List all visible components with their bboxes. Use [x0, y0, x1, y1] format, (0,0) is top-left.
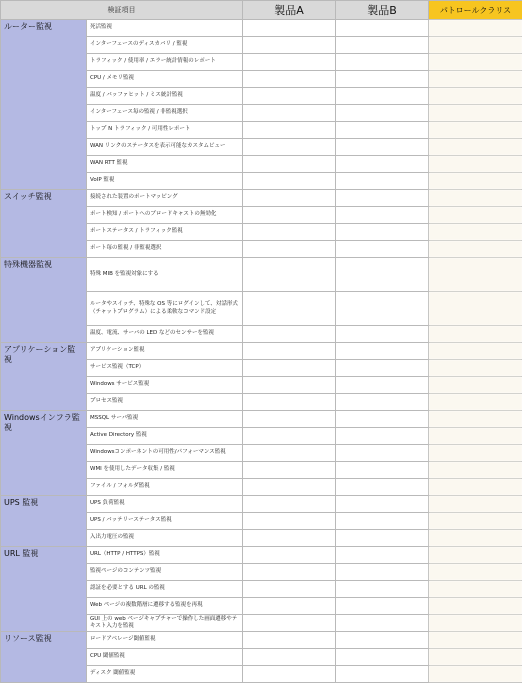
value-cell	[336, 479, 429, 496]
value-cell	[243, 581, 336, 598]
value-cell	[243, 54, 336, 71]
table-row	[1, 547, 522, 564]
value-cell	[429, 445, 522, 462]
value-cell	[243, 564, 336, 581]
item-label: UPS / バッテリーステータス監視	[87, 513, 243, 530]
table-row	[1, 411, 522, 428]
value-cell	[429, 190, 522, 207]
value-cell	[336, 20, 429, 37]
value-cell	[243, 479, 336, 496]
value-cell	[429, 326, 522, 343]
value-cell	[429, 530, 522, 547]
patrol-clarice-header: パトロールクラリス	[429, 1, 522, 20]
value-cell	[243, 258, 336, 292]
value-cell	[243, 156, 336, 173]
value-cell	[429, 292, 522, 326]
value-cell	[336, 632, 429, 649]
value-cell	[243, 649, 336, 666]
item-label: UPS 負荷監視	[87, 496, 243, 513]
value-cell	[336, 156, 429, 173]
category-label: URL 監視	[1, 547, 87, 632]
value-cell	[243, 411, 336, 428]
table-row	[1, 190, 522, 207]
value-cell	[243, 445, 336, 462]
value-cell	[243, 139, 336, 156]
value-cell	[429, 122, 522, 139]
value-cell	[336, 411, 429, 428]
item-label: ポート毎の監視 / 非監視選択	[87, 241, 243, 258]
value-cell	[243, 71, 336, 88]
value-cell	[336, 258, 429, 292]
value-cell	[336, 122, 429, 139]
value-cell	[429, 547, 522, 564]
value-cell	[336, 496, 429, 513]
item-label: サービス監視（TCP）	[87, 360, 243, 377]
item-label: ポートステータス / トラフィック監視	[87, 224, 243, 241]
item-label: GUI 上の web ページキャプチャーで操作した画面遷移やテキスト入力を監視	[87, 615, 243, 632]
value-cell	[336, 615, 429, 632]
value-cell	[243, 20, 336, 37]
value-cell	[243, 88, 336, 105]
value-cell	[243, 122, 336, 139]
value-cell	[243, 224, 336, 241]
value-cell	[243, 326, 336, 343]
value-cell	[429, 564, 522, 581]
value-cell	[429, 411, 522, 428]
value-cell	[243, 632, 336, 649]
value-cell	[336, 241, 429, 258]
item-label: アプリケーション監視	[87, 343, 243, 360]
value-cell	[429, 173, 522, 190]
category-label: Windowsインフラ監視	[1, 411, 87, 496]
value-cell	[243, 37, 336, 54]
item-label: Web ページの複数階層に遷移する監視を再現	[87, 598, 243, 615]
value-cell	[429, 598, 522, 615]
value-cell	[429, 632, 522, 649]
value-cell	[429, 496, 522, 513]
header-row	[1, 1, 522, 20]
item-label: CPU 閾値監視	[87, 649, 243, 666]
value-cell	[336, 88, 429, 105]
value-cell	[243, 428, 336, 445]
product-b-header: 製品B	[336, 1, 429, 20]
table-row	[1, 343, 522, 360]
item-label: ファイル / フォルダ監視	[87, 479, 243, 496]
value-cell	[429, 224, 522, 241]
table-row	[1, 496, 522, 513]
value-cell	[429, 37, 522, 54]
item-label: Active Directory 監視	[87, 428, 243, 445]
item-label: 認証を必要とする URL の監視	[87, 581, 243, 598]
value-cell	[429, 71, 522, 88]
item-label: WAN リンクのステータスを表示可能なカスタムビュー	[87, 139, 243, 156]
item-label: ポート検知 / ポートへのブロードキャストの無効化	[87, 207, 243, 224]
value-cell	[429, 207, 522, 224]
value-cell	[336, 445, 429, 462]
item-label: Windowsコンポーネントの可用性/パフォーマンス監視	[87, 445, 243, 462]
value-cell	[429, 462, 522, 479]
value-cell	[243, 496, 336, 513]
value-cell	[429, 343, 522, 360]
item-label: WAN RTT 監視	[87, 156, 243, 173]
value-cell	[243, 513, 336, 530]
item-label: ルータやスイッチ、特殊な OS 等にログインして、対話形式（チャットプログラム）による柔軟なコマンド設定	[87, 292, 243, 326]
value-cell	[429, 615, 522, 632]
value-cell	[243, 292, 336, 326]
category-label: 特殊機器監視	[1, 258, 87, 343]
item-label: ロードアベレージ閾値監視	[87, 632, 243, 649]
table-row	[1, 258, 522, 292]
item-label: 監視ページのコンテンツ監視	[87, 564, 243, 581]
value-cell	[336, 139, 429, 156]
value-cell	[336, 649, 429, 666]
value-cell	[243, 598, 336, 615]
value-cell	[243, 173, 336, 190]
value-cell	[336, 377, 429, 394]
item-label: ディスク 閾値監視	[87, 666, 243, 683]
value-cell	[243, 343, 336, 360]
value-cell	[336, 428, 429, 445]
value-cell	[336, 360, 429, 377]
item-label: VoIP 監視	[87, 173, 243, 190]
item-label: URL（HTTP / HTTPS）監視	[87, 547, 243, 564]
product-a-header: 製品A	[243, 1, 336, 20]
item-label: 温度 / バッファヒット / ミス統計監視	[87, 88, 243, 105]
item-label: 接続された装置のポートマッピング	[87, 190, 243, 207]
value-cell	[336, 581, 429, 598]
category-label: リソース監視	[1, 632, 87, 683]
value-cell	[243, 615, 336, 632]
item-label: 特殊 MIB を監視対象にする	[87, 258, 243, 292]
category-label: ルーター監視	[1, 20, 87, 190]
value-cell	[243, 462, 336, 479]
value-cell	[336, 513, 429, 530]
category-label: アプリケーション監視	[1, 343, 87, 411]
value-cell	[336, 71, 429, 88]
value-cell	[336, 343, 429, 360]
item-label: トラフィック / 使用率 / エラー統計情報のレポート	[87, 54, 243, 71]
value-cell	[429, 258, 522, 292]
item-label: CPU / メモリ監視	[87, 71, 243, 88]
item-label: インターフェースのディスカバリ / 監視	[87, 37, 243, 54]
value-cell	[429, 479, 522, 496]
item-label: MSSQL サーバ監視	[87, 411, 243, 428]
value-cell	[429, 88, 522, 105]
value-cell	[429, 241, 522, 258]
item-label: プロセス監視	[87, 394, 243, 411]
value-cell	[243, 105, 336, 122]
item-label: トップ N トラフィック / 可用性レポート	[87, 122, 243, 139]
table-row	[1, 20, 522, 37]
value-cell	[243, 360, 336, 377]
value-cell	[336, 547, 429, 564]
item-label: 死活監視	[87, 20, 243, 37]
category-label: スイッチ監視	[1, 190, 87, 258]
value-cell	[429, 394, 522, 411]
value-cell	[243, 207, 336, 224]
table-body	[1, 20, 522, 683]
category-label: UPS 監視	[1, 496, 87, 547]
value-cell	[336, 173, 429, 190]
value-cell	[336, 54, 429, 71]
item-column-header: 検証項目	[1, 1, 243, 20]
item-label: Windows サービス監視	[87, 377, 243, 394]
value-cell	[429, 649, 522, 666]
value-cell	[429, 20, 522, 37]
value-cell	[429, 156, 522, 173]
value-cell	[429, 513, 522, 530]
value-cell	[243, 241, 336, 258]
table-row	[1, 632, 522, 649]
value-cell	[336, 37, 429, 54]
item-label: WMI を使用したデータ収集 / 監視	[87, 462, 243, 479]
value-cell	[336, 462, 429, 479]
value-cell	[336, 224, 429, 241]
value-cell	[243, 190, 336, 207]
value-cell	[336, 394, 429, 411]
value-cell	[336, 190, 429, 207]
value-cell	[336, 105, 429, 122]
value-cell	[336, 564, 429, 581]
value-cell	[429, 360, 522, 377]
value-cell	[429, 139, 522, 156]
value-cell	[336, 292, 429, 326]
value-cell	[336, 598, 429, 615]
value-cell	[336, 326, 429, 343]
value-cell	[243, 530, 336, 547]
value-cell	[243, 547, 336, 564]
value-cell	[429, 54, 522, 71]
value-cell	[243, 377, 336, 394]
value-cell	[336, 530, 429, 547]
value-cell	[243, 394, 336, 411]
item-label: 温度、電流、サーバの LED などのセンサーを監視	[87, 326, 243, 343]
value-cell	[429, 428, 522, 445]
value-cell	[429, 105, 522, 122]
value-cell	[336, 207, 429, 224]
item-label: 入出力電圧の監視	[87, 530, 243, 547]
item-label: インターフェース毎の監視 / 非監視選択	[87, 105, 243, 122]
value-cell	[429, 581, 522, 598]
value-cell	[429, 377, 522, 394]
